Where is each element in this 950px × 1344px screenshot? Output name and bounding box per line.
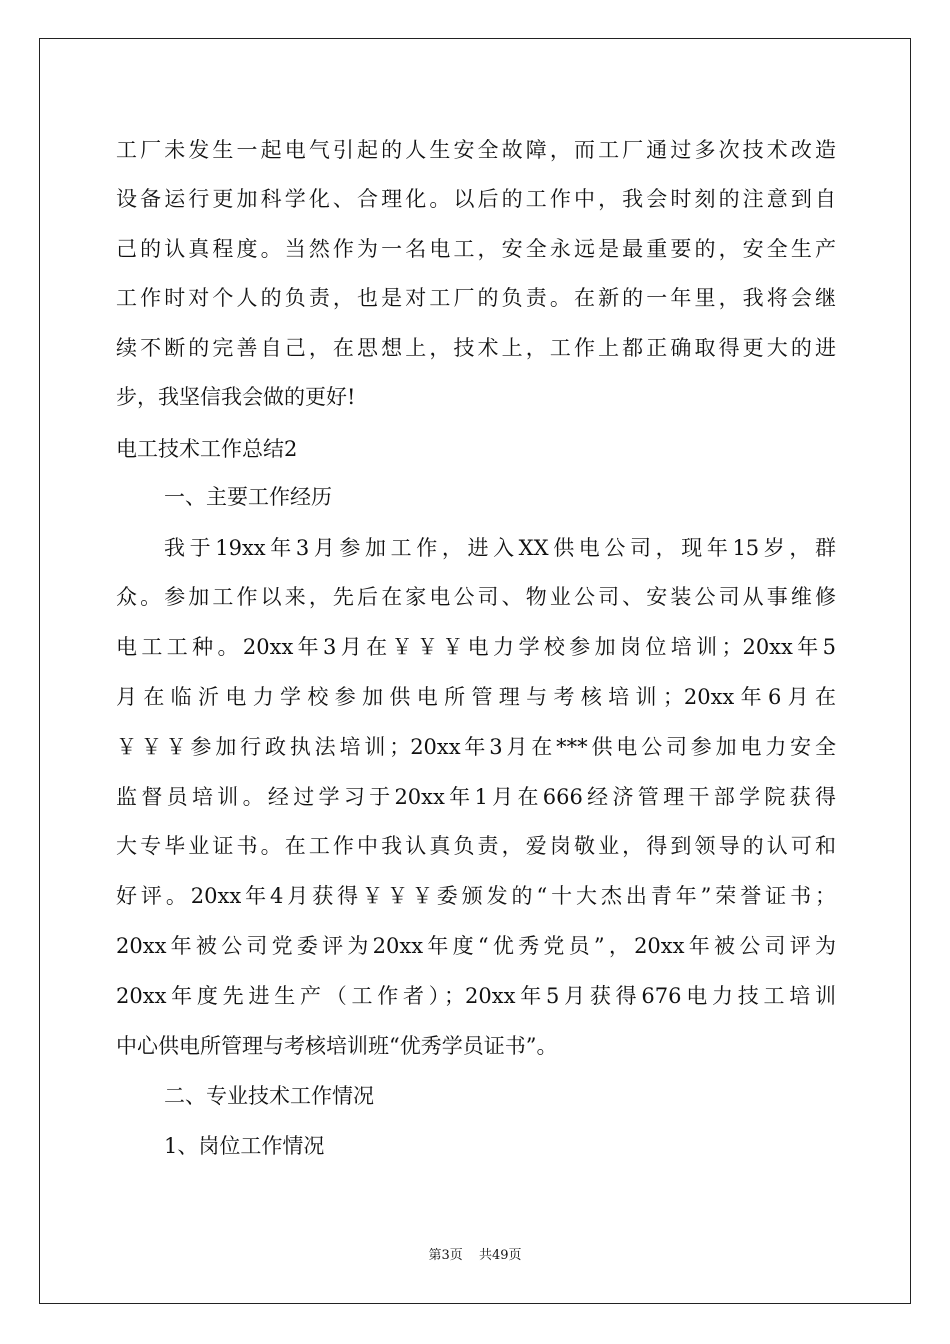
page-footer <box>0 1247 950 1265</box>
paragraph-line: 月在临沂电力学校参加供电所管理与考核培训；20xx年6月在 <box>116 685 836 709</box>
paragraph-line: 20xx年被公司党委评为20xx年度“优秀党员”，20xx年被公司评为 <box>116 934 836 958</box>
section-title: 电工技术工作总结2 <box>116 437 298 461</box>
page-total: 共49页 <box>478 1248 522 1263</box>
paragraph-line: 好评。20xx年4月获得￥￥￥委颁发的“十大杰出青年”荣誉证书； <box>116 884 836 908</box>
paragraph-line: 众。参加工作以来，先后在家电公司、物业公司、安装公司从事维修 <box>116 585 836 609</box>
paragraph-line: 工厂未发生一起电气引起的人生安全故障，而工厂通过多次技术改造 <box>116 138 836 162</box>
page-number: 第3页 <box>428 1248 463 1263</box>
paragraph-line: ￥￥￥参加行政执法培训；20xx年3月在***供电公司参加电力安全 <box>116 735 836 759</box>
paragraph-line: 监督员培训。经过学习于20xx年1月在666经济管理干部学院获得 <box>116 785 836 809</box>
paragraph-line: 续不断的完善自己，在思想上，技术上，工作上都正确取得更大的进 <box>116 336 836 360</box>
paragraph-line: 电工工种。20xx年3月在￥￥￥电力学校参加岗位培训；20xx年5 <box>116 635 836 659</box>
paragraph-line: 工作时对个人的负责，也是对工厂的负责。在新的一年里，我将会继 <box>116 286 836 310</box>
paragraph-line: 20xx年度先进生产（工作者）；20xx年5月获得676电力技工培训 <box>116 984 836 1008</box>
paragraph-line: 设备运行更加科学化、合理化。以后的工作中，我会时刻的注意到自 <box>116 187 836 211</box>
section-heading: 一、主要工作经历 <box>164 485 332 509</box>
paragraph-line: 中心供电所管理与考核培训班“优秀学员证书”。 <box>116 1034 558 1058</box>
paragraph-line: 大专毕业证书。在工作中我认真负责，爱岗敬业，得到领导的认可和 <box>116 834 836 858</box>
section-heading: 二、专业技术工作情况 <box>164 1084 374 1108</box>
page-border <box>39 38 911 1304</box>
paragraph-line: 己的认真程度。当然作为一名电工，安全永远是最重要的，安全生产 <box>116 237 836 261</box>
paragraph-line: 步，我坚信我会做的更好! <box>116 385 356 409</box>
subsection-heading: 1、岗位工作情况 <box>164 1134 325 1158</box>
paragraph-line: 我于19xx年3月参加工作，进入XX供电公司，现年15岁，群 <box>164 536 836 560</box>
